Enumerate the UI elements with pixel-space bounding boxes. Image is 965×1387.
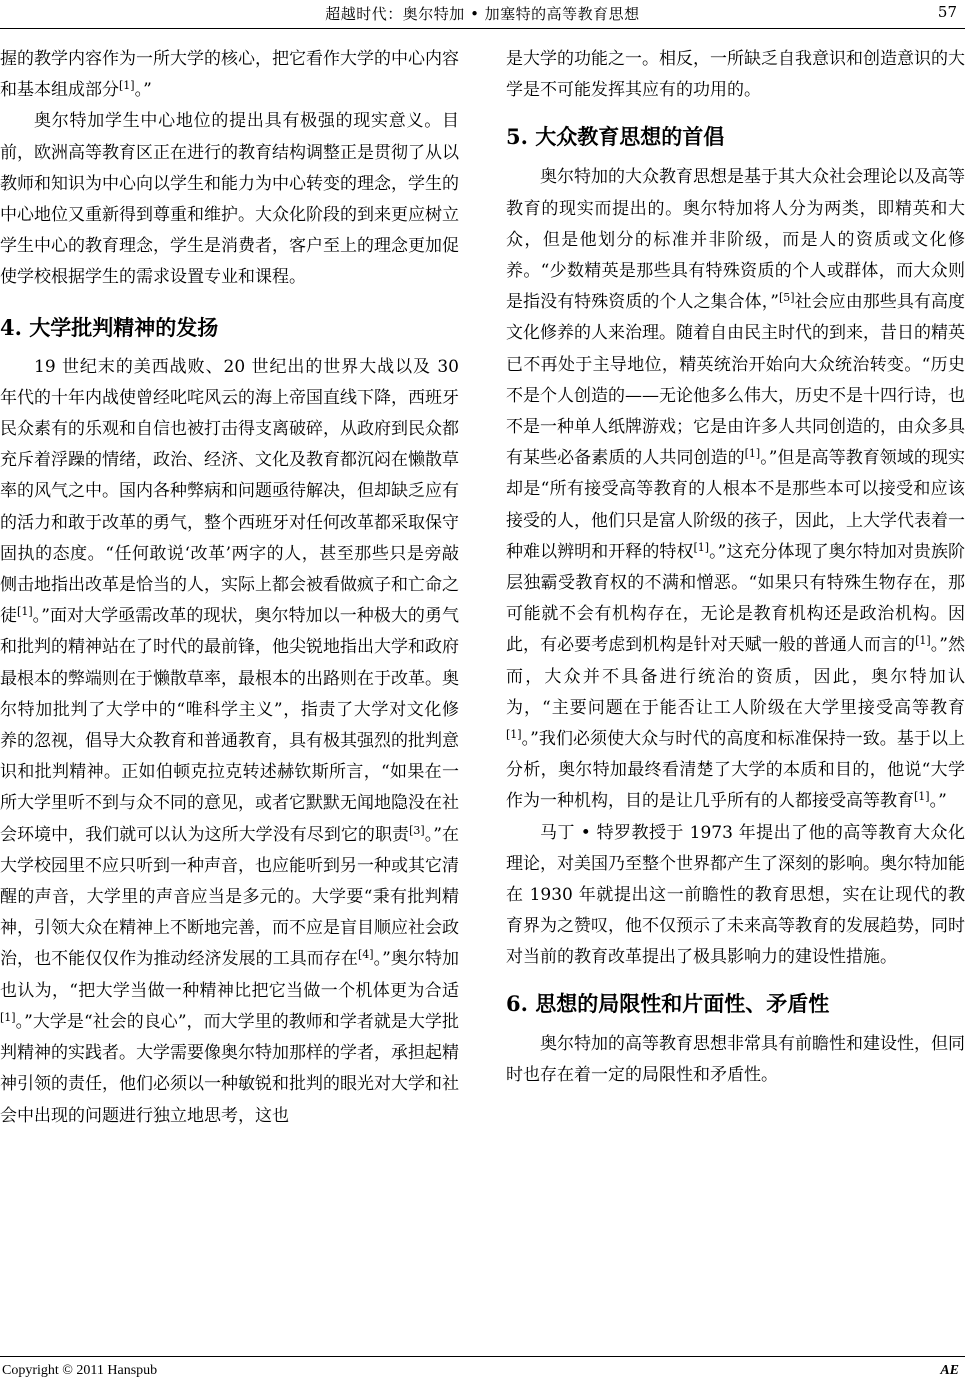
right-column [506, 44, 965, 1091]
citation: [1] [119, 79, 135, 93]
citation: [1] [914, 790, 930, 804]
paragraph-critical-spirit: 19 世纪末的美西战败、20 世纪出的世界大战以及 30 年代的十年内战使曾经叱咤风云的海上帝国直线下降，西班牙民众素有的乐观和自信也被打击得支离破碎，从政府到民众都充斥着浮躁的情绪，政治、经济、文化及教育都沉闷在懒散草率的风气之中。国内各种弊病和问题亟待解决，但却缺乏应有的活力和敢于改革的勇气，整个西班牙对任何改革都采取保守固执的态度。“任何敢说‘改革’两字的人，甚至那些只是旁敲侧击地指出改革是恰当的人，实际上都会被看做疯子和亡命之徒[1]。”面对大学亟需改革的现状，奥尔特加以一种极大的勇气和批判的精神站在了时代的最前锋，他尖锐地指出大学和政府最根本的弊端则在于懒散草率，最根本的出路则在于改革。奥尔特加批判了大学中的“唯科学主义”，指责了大学对文化修养的忽视，倡导大众教育和普通教育，具有极其强烈的批判意识和批判精神。正如伯顿克拉克转述赫钦斯所言，“如果在一所大学里听不到与众不同的意见，或者它默默无闻地隐没在社会环境中，我们就可以认为这所大学没有尽到它的职责[3]。”在大学校园里不应只听到一种声音，也应能听到另一种或其它清醒的声音，大学里的声音应当是多元的。大学要“秉有批判精神，引领大众在精神上不断地完善，而不应是盲目顺应社会政治，也不能仅仅作为推动经济发展的工具而存在[4]。”奥尔特加也认为，“把大学当做一种精神比把它当做一个机体更为合适[1]。”大学是“社会的良心”，而大学里的教师和学者就是大学批判精神的实践者。大学需要像奥尔特加那样的学者，承担起精神引领的责任，他们必须以一种敏锐和批判的眼光对大学和社会中出现的问题进行独立地思考，这也 [0, 356, 459, 1126]
running-title: 超越时代：奥尔特加 • 加塞特的高等教育思想 [325, 5, 640, 23]
paragraph-limitations: 奥尔特加的高等教育思想非常具有前瞻性和建设性，但同时也存在着一定的局限性和矛盾性。 [506, 1033, 965, 1085]
paragraph-continued: 是大学的功能之一。相反，一所缺乏自我意识和创造意识的大学是不可能发挥其应有的功用的。 [506, 49, 965, 101]
section-heading-4: 4. 大学批判精神的发扬 [0, 314, 219, 340]
running-header [0, 0, 965, 29]
journal-abbreviation: AE [940, 1363, 959, 1378]
left-column [0, 44, 459, 1132]
citation: [4] [357, 948, 374, 962]
citation: [1] [506, 728, 522, 742]
citation: [5] [778, 291, 795, 305]
copyright-notice: Copyright © 2011 Hanspub [2, 1363, 158, 1378]
paragraph-intro-continued: 握的教学内容作为一所大学的核心，把它看作大学的中心内容和基本组成部分[1]。” [0, 49, 459, 101]
page-number: 57 [937, 3, 957, 21]
paragraph-student-center: 奥尔特加学生中心地位的提出具有极强的现实意义。目前，欧洲高等教育区正在进行的教育结构调整正是贯彻了从以教师和知识为中心向以学生和能力为中心转变的理念，学生的中心地位又重新得到尊重和维护。大众化阶段的到来更应树立学生中心的教育理念，学生是消费者，客户至上的理念更加促使学校根据学生的需求设置专业和课程。 [0, 111, 459, 288]
section-heading-5: 5. 大众教育思想的首倡 [506, 124, 725, 150]
paragraph-trow-theory: 马丁 • 特罗教授于 1973 年提出了他的高等教育大众化理论，对美国乃至整个世界都产生了深刻的影响。奥尔特加能在 1930 年就提出这一前瞻性的教育思想，实在让现代的教育界为之赞叹，他不仅预示了未来高等教育的发展趋势，同时对当前的教育改革提出了极具影响力的建设性措施。 [506, 822, 965, 968]
citation: [1] [915, 634, 931, 648]
citation: [1] [17, 605, 33, 619]
section-heading-6: 6. 思想的局限性和片面性、矛盾性 [506, 990, 830, 1016]
citation: [1] [693, 540, 710, 554]
paragraph-mass-education: 奥尔特加的大众教育思想是基于其大众社会理论以及高等教育的现实而提出的。奥尔特加将人分为两类，即精英和大众，但是他划分的标准并非阶级，而是人的资质或文化修养。“少数精英是那些具有特殊资质的个人或群体，而大众则是指没有特殊资质的个人之集合体，”[5]社会应由那些具有高度文化修养的人来治理。随着自由民主时代的到来，昔日的精英已不再处于主导地位，精英统治开始向大众统治转变。“历史不是个人创造的——无论他多么伟大，历史不是十四行诗，也不是一种单人纸牌游戏；它是由许多人共同创造的，由众多具有某些必备素质的人共同创造的[1]。”但是高等教育领域的现实却是“所有接受高等教育的人根本不是那些本可以接受和应该接受的人，他们只是富人阶级的孩子，因此，上大学代表着一种难以辨明和开释的特权[1]。”这充分体现了奥尔特加对贵族阶层独霸受教育权的不满和憎恶。“如果只有特殊生物存在，那可能就不会有机构存在，无论是教育机构还是政治机构。因此，有必要考虑到机构是针对天赋一般的普通人而言的[1]。”然而，大众并不具备进行统治的资质，因此，奥尔特加认为，“主要问题在于能否让工人阶级在大学里接受高等教育[1]。”我们必须使大众与时代的高度和标准保持一致。基于以上分析，奥尔特加最终看清楚了大学的本质和目的，他说“大学作为一种机构，目的是让几乎所有的人都接受高等教育[1]。” [506, 167, 965, 812]
citation: [1] [0, 1010, 16, 1024]
citation: [3] [409, 823, 425, 837]
citation: [1] [744, 447, 761, 461]
page-footer [0, 1356, 965, 1387]
